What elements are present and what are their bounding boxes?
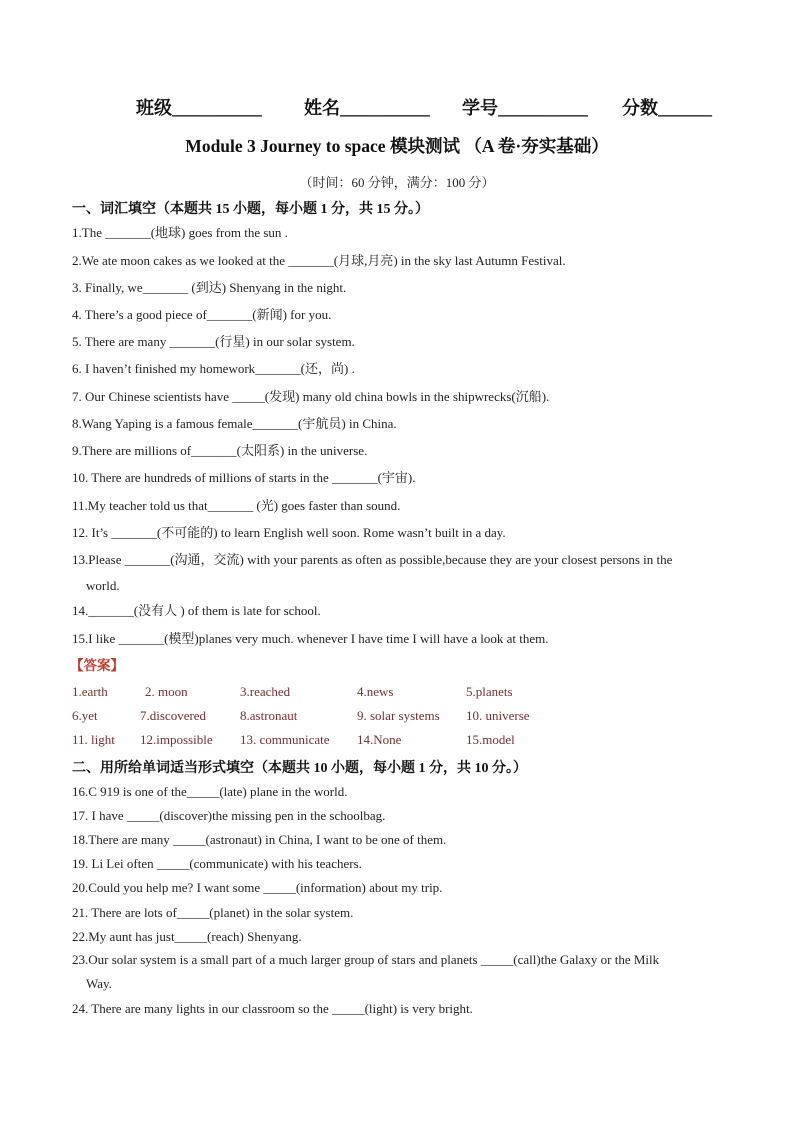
answer-item: 12.impossible: [140, 732, 213, 747]
question-15: 15.I like _______(模型)planes very much. whenever I have time I will have a look at them.: [72, 631, 549, 646]
question-24: 24. There are many lights in our classroom so the _____(light) is very bright.: [72, 1001, 473, 1016]
question-4: 4. There’s a good piece of_______(新闻) for you.: [72, 307, 332, 322]
question-11: 11.My teacher told us that_______ (光) goes faster than sound.: [72, 498, 401, 513]
question-12: 12. It’s _______(不可能的) to learn English well soon. Rome wasn’t built in a day.: [72, 525, 506, 540]
question-1: 1.The _______(地球) goes from the sun .: [72, 225, 288, 240]
answer-item: 11. light: [72, 732, 115, 747]
question-13: [72, 547, 732, 599]
answer-item: 7.discovered: [140, 708, 207, 723]
question-5: 5. There are many _______(行星) in our solar system.: [72, 334, 355, 349]
answer-label: 【答案】: [70, 658, 124, 673]
question-9: 9.There are millions of_______(太阳系) in the universe.: [72, 443, 368, 458]
question-17: 17. I have _____(discover)the missing pen in the schoolbag.: [72, 808, 386, 823]
answer-item: 8.astronaut: [240, 708, 298, 723]
question-3: 3. Finally, we_______ (到达) Shenyang in the night.: [72, 280, 347, 295]
question-20: 20.Could you help me? I want some _____(information) about my trip.: [72, 880, 443, 895]
page-title: Module 3 Journey to space 模块测试 （A 卷·夯实基础）: [185, 136, 609, 156]
answer-item: 10. universe: [466, 708, 530, 723]
answer-item: 3.reached: [240, 684, 291, 699]
class-field[interactable]: 班级__________: [136, 98, 262, 118]
answer-item: 15.model: [466, 732, 515, 747]
answer-item: 2. moon: [145, 684, 188, 699]
question-13-continuation: world.: [86, 578, 120, 593]
answer-item: 14.None: [357, 732, 402, 747]
question-2: 2.We ate moon cakes as we looked at the _______(月球,月亮) in the sky last Autumn Festival.: [72, 253, 566, 268]
question-10: 10. There are hundreds of millions of starts in the _______(宇宙).: [72, 470, 416, 485]
answer-item: 13. communicate: [240, 732, 330, 747]
question-18: 18.There are many _____(astronaut) in China, I want to be one of them.: [72, 832, 447, 847]
question-6: 6. I haven’t finished my homework_______(还，尚) .: [72, 361, 355, 376]
question-8: 8.Wang Yaping is a famous female_______(宇航员) in China.: [72, 416, 397, 431]
section-1-heading: 一、词汇填空（本题共 15 小题，每小题 1 分，共 15 分。）: [72, 202, 429, 217]
answer-item: 1.earth: [72, 684, 108, 699]
question-19: 19. Li Lei often _____(communicate) with his teachers.: [72, 856, 362, 871]
section-2-heading: 二、用所给单词适当形式填空（本题共 10 小题，每小题 1 分，共 10 分。）: [72, 761, 527, 776]
student-id-field[interactable]: 学号__________: [462, 98, 588, 118]
answer-item: 4.news: [357, 684, 394, 699]
question-23: [72, 948, 732, 996]
answer-item: 9. solar systems: [357, 708, 440, 723]
name-field[interactable]: 姓名__________: [304, 98, 430, 118]
answer-item: 6.yet: [72, 708, 98, 723]
question-23-continuation: Way.: [86, 976, 112, 991]
score-field[interactable]: 分数______: [622, 98, 712, 118]
question-22: 22.My aunt has just_____(reach) Shenyang.: [72, 929, 302, 944]
question-16: 16.C 919 is one of the_____(late) plane in the world.: [72, 784, 348, 799]
question-21: 21. There are lots of_____(planet) in the solar system.: [72, 905, 354, 920]
question-14: 14._______(没有人 ) of them is late for school.: [72, 603, 321, 618]
question-13-text: 13.Please _______(沟通，交流) with your parents as often as possible,because they are your closest persons in the: [72, 552, 673, 567]
exam-info: （时间：60 分钟，满分：100 分）: [299, 175, 495, 190]
answer-item: 5.planets: [466, 684, 513, 699]
question-23-text: 23.Our solar system is a small part of a much larger group of stars and planets _____(call)the Galaxy or the Milk: [72, 952, 660, 967]
question-7: 7. Our Chinese scientists have _____(发现) many old china bowls in the shipwrecks(沉船).: [72, 389, 550, 404]
